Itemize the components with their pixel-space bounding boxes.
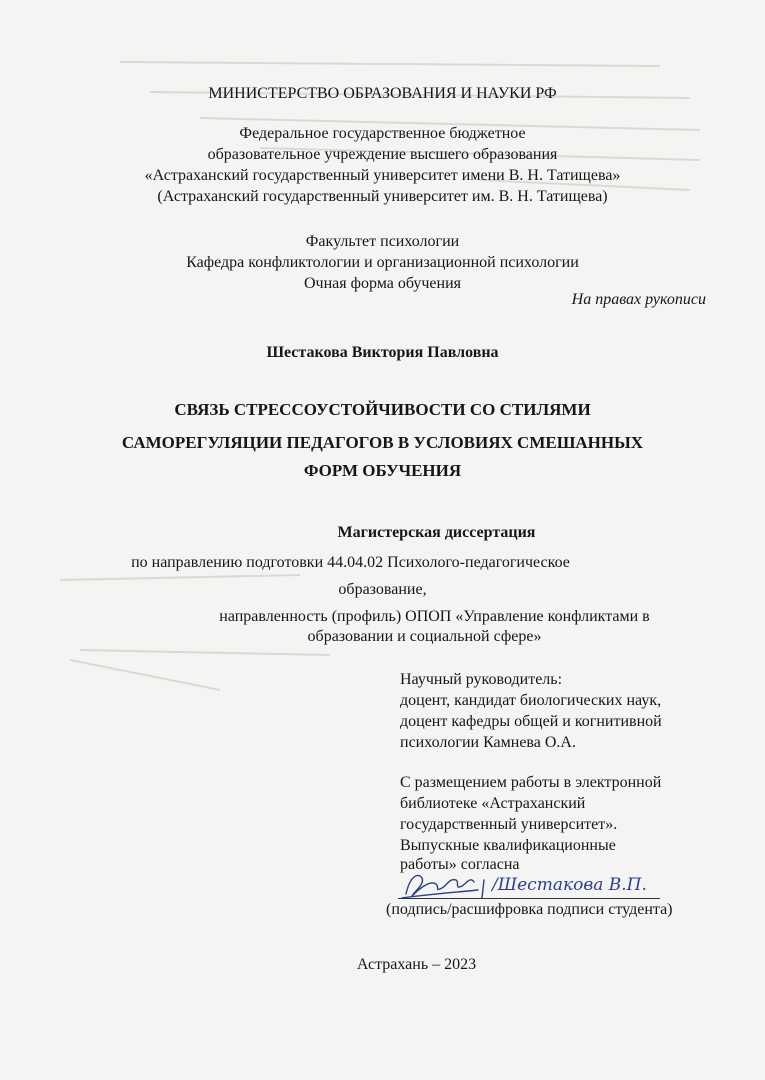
thesis-title-line-2: САМОРЕГУЛЯЦИИ ПЕДАГОГОВ В УСЛОВИЯХ СМЕШАННЫХ [121, 433, 644, 452]
consent-line-2: библиотеке «Астраханский [400, 795, 586, 812]
supervisor-line-4: психологии Камнева О.А. [400, 734, 576, 751]
study-form: Очная форма обучения [303, 275, 462, 292]
signature-line [398, 898, 660, 899]
direction-line-1: по направлению подготовки 44.04.02 Психолого-педагогическое [131, 554, 570, 571]
institution-line-4: (Астраханский государственный университет им. В. Н. Татищева) [157, 188, 608, 205]
supervisor-line-3: доцент кафедры общей и когнитивной [400, 713, 662, 730]
direction-line-3: направленность (профиль) ОПОП «Управление конфликтами в [219, 608, 650, 625]
institution-line-2: образовательное учреждение высшего образования [207, 146, 558, 163]
supervisor-label: Научный руководитель: [400, 671, 563, 688]
direction-line-4: образовании и социальной сфере» [307, 628, 542, 645]
faculty-name: Факультет психологии [305, 233, 460, 250]
department-name: Кафедра конфликтологии и организационной психологии [186, 254, 579, 271]
supervisor-line-2: доцент, кандидат биологических наук, [400, 692, 662, 709]
signature-handwriting: /Шестакова В.П. [492, 875, 647, 895]
consent-line-3: государственный университет». [400, 816, 618, 833]
direction-line-2: образование, [338, 581, 427, 598]
author-name: Шестакова Виктория Павловна [266, 344, 499, 361]
manuscript-note: На правах рукописи [571, 291, 706, 308]
ministry-heading: МИНИСТЕРСТВО ОБРАЗОВАНИЯ И НАУКИ РФ [208, 85, 557, 102]
consent-line-4: Выпускные квалификационные [400, 837, 616, 854]
institution-line-1: Федеральное государственное бюджетное [239, 125, 526, 142]
thesis-title-line-1: СВЯЗЬ СТРЕССОУСТОЙЧИВОСТИ СО СТИЛЯМИ [174, 400, 591, 419]
institution-line-3: «Астраханский государственный университет имени В. Н. Татищева» [144, 167, 621, 184]
work-type: Магистерская диссертация [337, 524, 536, 541]
signature-caption: (подпись/расшифровка подписи студента) [386, 901, 673, 918]
thesis-title-line-3: ФОРМ ОБУЧЕНИЯ [303, 461, 462, 480]
city-year: Астрахань – 2023 [356, 956, 477, 973]
consent-line-5: работы» согласна [400, 856, 520, 873]
handwritten-signature [400, 866, 650, 900]
consent-line-1: С размещением работы в электронной [400, 774, 662, 791]
